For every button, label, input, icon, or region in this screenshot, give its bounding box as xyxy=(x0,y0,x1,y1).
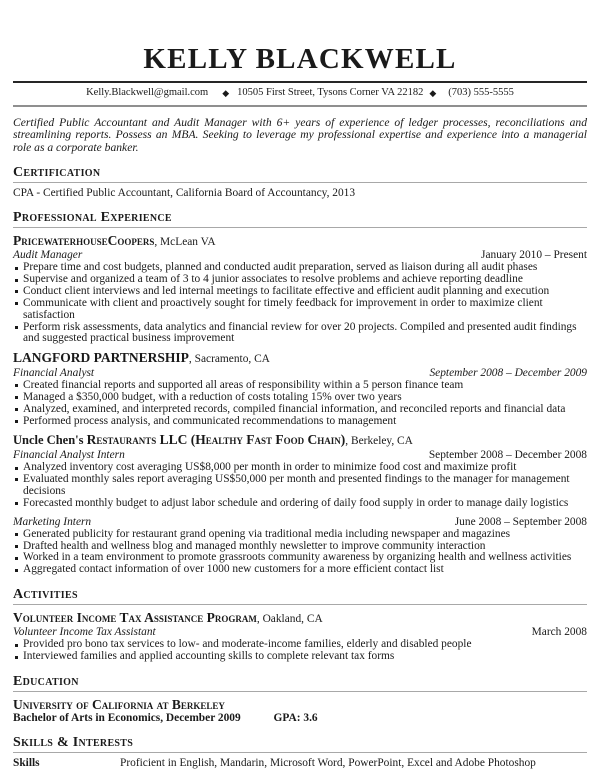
company-line xyxy=(13,611,587,627)
resume-section xyxy=(13,735,587,769)
company-name: PricewaterhouseCoopers xyxy=(13,232,155,248)
bullet-list xyxy=(13,462,587,510)
role-entry xyxy=(13,626,587,663)
role-entry xyxy=(13,367,587,428)
role-date: September 2008 – December 2009 xyxy=(429,366,587,379)
roles-container xyxy=(13,626,587,663)
role-line xyxy=(13,626,587,638)
bullet-item: Provided pro bono tax services to low- and moderate-income families, elderly and disabled people xyxy=(13,639,587,651)
company-line xyxy=(13,351,587,367)
role-line xyxy=(13,367,587,379)
diamond-separator-icon: ◆ xyxy=(429,88,437,99)
job-entry xyxy=(13,234,587,346)
company-location: , Oakland, CA xyxy=(256,612,323,625)
role-line xyxy=(13,516,587,528)
job-entry xyxy=(13,433,587,576)
bullet-list xyxy=(13,639,587,663)
company-location: , McLean VA xyxy=(154,235,216,248)
role-date: September 2008 – December 2008 xyxy=(428,448,587,461)
diamond-separator-icon: ◆ xyxy=(222,88,230,99)
job-entry xyxy=(13,611,587,663)
company-line xyxy=(13,234,587,250)
company-name: Volunteer Income Tax Assistance Program xyxy=(13,609,257,625)
bullet-item: Drafted health and wellness blog and managed monthly newsletter to improve community interaction xyxy=(13,541,587,553)
roles-container xyxy=(13,249,587,345)
bullet-item: Communicate with client and proactively sought for timely feedback for improvement in order to maximize client satisfaction xyxy=(13,298,587,322)
summary-text: Certified Public Accountant and Audit Manager with 6+ years of experience of ledger processes, reconciliations and streamlining reports. Possess an MBA. Seeking to leverage my professional expertise and experience into a managerial role as a corporate banker. xyxy=(13,115,587,154)
role-line xyxy=(13,249,587,261)
role-title: Financial Analyst Intern xyxy=(13,448,125,461)
sections-container xyxy=(13,165,587,769)
education-gpa: GPA: 3.6 xyxy=(273,711,318,724)
bullet-item: Aggregated contact information of over 1000 new customers for a more efficient contact list xyxy=(13,564,587,576)
company-name: LANGFORD PARTNERSHIP xyxy=(13,350,189,366)
bullet-item: Analyzed inventory cost averaging US$8,000 per month in order to minimize food cost and maximize profit xyxy=(13,462,587,474)
roles-container xyxy=(13,449,587,576)
bullet-item: Forecasted monthly budget to adjust labor schedule and ordering of daily food supply in order to manage daily logistics xyxy=(13,498,587,510)
skills-row xyxy=(13,757,587,769)
role-entry xyxy=(13,516,587,577)
bullet-item: Evaluated monthly sales report averaging US$50,000 per month and presented findings to the manager for management decisions xyxy=(13,474,587,498)
education-degree: Bachelor of Arts in Economics, December 2009 xyxy=(13,711,241,724)
role-title: Financial Analyst xyxy=(13,366,95,379)
bullet-item: Performed process analysis, and communicated recommendations to management xyxy=(13,416,587,428)
section-body xyxy=(13,611,587,663)
bullet-list xyxy=(13,529,587,577)
section-body xyxy=(13,698,587,725)
job-entry xyxy=(13,351,587,427)
company-name: Uncle Chen's xyxy=(13,433,87,448)
contact-line xyxy=(13,83,587,105)
bullet-item: Worked in a team environment to promote grassroots community awareness by organizing health and wellness activities xyxy=(13,552,587,564)
section-body xyxy=(13,187,587,199)
resume-section xyxy=(13,165,587,199)
education-entry xyxy=(13,698,587,725)
section-heading: Skills & Interests xyxy=(13,735,587,753)
skills-value: Proficient in English, Mandarin, Microsoft Word, PowerPoint, Excel and Adobe Photoshop xyxy=(120,757,536,770)
role-title: Audit Manager xyxy=(13,249,83,261)
bullet-item: Created financial reports and supported all areas of responsibility within a 5 person finance team xyxy=(13,380,587,392)
bullet-item: Perform risk assessments, data analytics and financial review for over 20 projects. Compiled and presented audit findings and suggested practical business improvement xyxy=(13,322,587,346)
person-name: KELLY BLACKWELL xyxy=(143,43,457,75)
resume-section xyxy=(13,210,587,576)
section-heading: Professional Experience xyxy=(13,210,587,228)
resume-section xyxy=(13,674,587,724)
bullet-item: Generated publicity for restaurant grand opening via traditional media including newspaper and magazines xyxy=(13,529,587,541)
header-rule-bottom xyxy=(13,105,587,107)
role-title: Marketing Intern xyxy=(13,515,92,528)
resume-section xyxy=(13,587,587,663)
education-degree-line xyxy=(13,712,587,725)
section-heading: Certification xyxy=(13,165,587,183)
company-name: Restaurants LLC (Healthy Fast Food Chain) xyxy=(86,432,346,448)
company-line xyxy=(13,433,587,449)
company-location: , Sacramento, CA xyxy=(188,353,270,366)
bullet-item: Managed a $350,000 budget, with a reduction of costs totaling 15% over two years xyxy=(13,392,587,404)
role-date: June 2008 – September 2008 xyxy=(454,515,587,528)
section-heading: Activities xyxy=(13,587,587,605)
role-title: Volunteer Income Tax Assistant xyxy=(13,626,156,639)
bullet-item: Interviewed families and applied accounting skills to complete relevant tax forms xyxy=(13,651,587,663)
role-date: March 2008 xyxy=(531,626,587,639)
role-entry xyxy=(13,449,587,510)
contact-address: 10505 First Street, Tysons Corner VA 22182 xyxy=(237,87,424,99)
bullet-item: Analyzed, examined, and interpreted records, compiled financial information, and reconciled reports and financial data xyxy=(13,404,587,416)
section-body xyxy=(13,234,587,577)
bullet-list xyxy=(13,262,587,345)
section-body xyxy=(13,757,587,769)
roles-container xyxy=(13,367,587,428)
bullet-item: Conduct client interviews and led internal meetings to facilitate effective and efficient audit planning and execution xyxy=(13,286,587,298)
role-entry xyxy=(13,249,587,345)
section-heading: Education xyxy=(13,674,587,692)
role-line xyxy=(13,449,587,461)
skills-label: Skills xyxy=(13,757,40,770)
bullet-item: Supervise and organized a team of 3 to 4 junior associates to resolve problems and achieve reporting deadline xyxy=(13,274,587,286)
bullet-item: Prepare time and cost budgets, planned and conducted audit preparation, served as liaison during all audit phases xyxy=(13,262,587,274)
education-school: University of California at Berkeley xyxy=(13,696,225,712)
certification-text: CPA - Certified Public Accountant, California Board of Accountancy, 2013 xyxy=(13,186,356,199)
contact-phone: (703) 555-5555 xyxy=(448,87,514,99)
role-date: January 2010 – Present xyxy=(481,249,587,261)
company-location: , Berkeley, CA xyxy=(345,435,413,448)
bullet-list xyxy=(13,380,587,428)
contact-email: Kelly.Blackwell@gmail.com xyxy=(86,87,209,99)
